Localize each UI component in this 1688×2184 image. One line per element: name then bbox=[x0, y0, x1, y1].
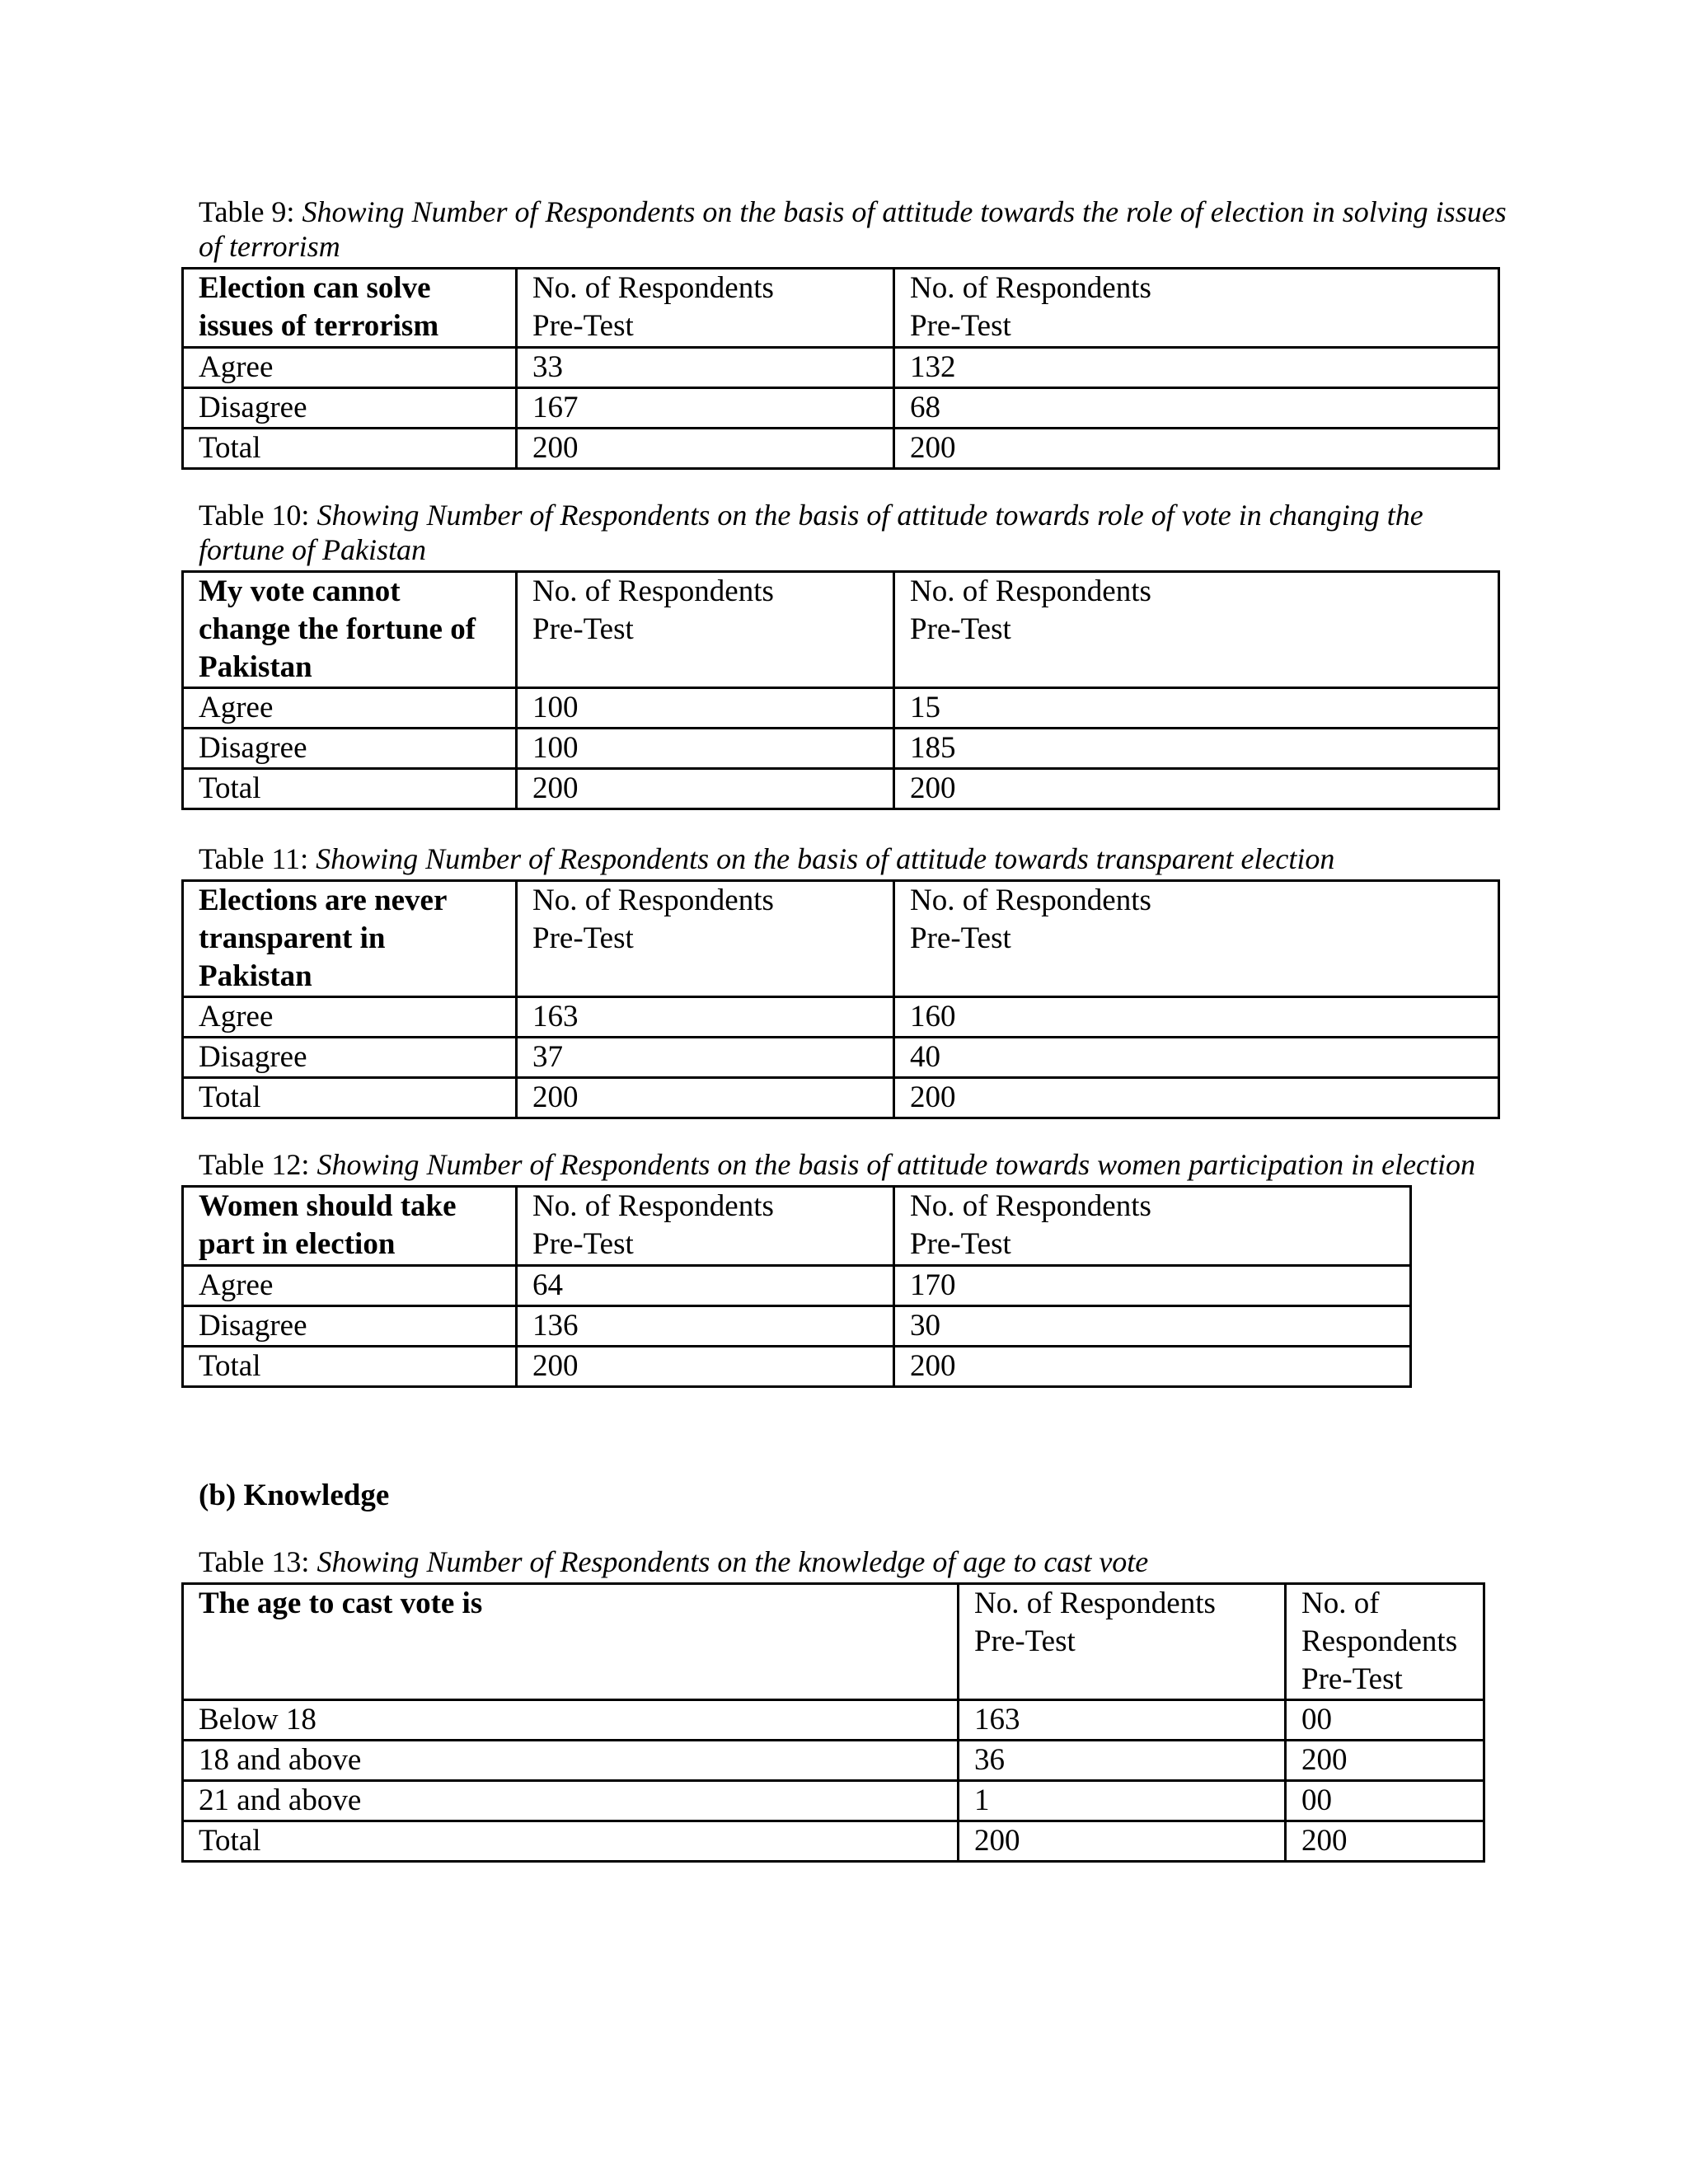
table-10-caption: Table 10: Showing Number of Respondents on the basis of attitude towards role of vote in changing the fortune of Pakistan bbox=[199, 499, 1423, 566]
header-cell-respondents-1: No. of Respondents Pre-Test bbox=[959, 1584, 1286, 1700]
table-row: Total 200 200 bbox=[183, 1347, 1411, 1387]
table-row: Agree 33 132 bbox=[183, 348, 1499, 388]
header-cell-respondents-2: No. of Respondents Pre-Test bbox=[894, 269, 1499, 348]
table-row: Agree 163 160 bbox=[183, 997, 1499, 1038]
table-header-row bbox=[183, 1187, 1411, 1266]
table-header-row bbox=[183, 572, 1499, 688]
header-cell-respondents-1: No. of Respondents Pre-Test bbox=[517, 572, 894, 688]
table-row: Disagree 167 68 bbox=[183, 388, 1499, 429]
table-11 bbox=[181, 879, 1500, 1119]
header-cell-question: The age to cast vote is bbox=[183, 1584, 959, 1700]
table-row: Total 200 200 bbox=[183, 1078, 1499, 1118]
table-13-block bbox=[181, 1544, 1513, 1863]
table-12-caption: Table 12: Showing Number of Respondents on the basis of attitude towards women participation in election bbox=[199, 1148, 1476, 1181]
table-12 bbox=[181, 1185, 1412, 1388]
header-cell-question: Elections are never transparent in Pakistan bbox=[183, 881, 517, 997]
table-11-caption: Table 11: Showing Number of Respondents on the basis of attitude towards transparent election bbox=[199, 842, 1335, 875]
table-row: Agree 64 170 bbox=[183, 1266, 1411, 1306]
table-row: Total 200 200 bbox=[183, 769, 1499, 809]
table-row: 21 and above 1 00 bbox=[183, 1781, 1484, 1821]
header-cell-respondents-2: No. of Respondents Pre-Test bbox=[894, 1187, 1411, 1266]
table-9-caption: Table 9: Showing Number of Respondents on the basis of attitude towards the role of election in solving issues of terrorism bbox=[199, 195, 1507, 263]
header-cell-respondents-1: No. of Respondents Pre-Test bbox=[517, 269, 894, 348]
table-13-caption: Table 13: Showing Number of Respondents on the knowledge of age to cast vote bbox=[199, 1545, 1149, 1578]
table-11-block bbox=[181, 841, 1513, 1119]
section-heading-knowledge: (b) Knowledge bbox=[199, 1479, 390, 1512]
table-header-row bbox=[183, 1584, 1484, 1700]
table-header-row bbox=[183, 881, 1499, 997]
header-cell-respondents-1: No. of Respondents Pre-Test bbox=[517, 881, 894, 997]
table-12-block bbox=[181, 1147, 1513, 1388]
table-13 bbox=[181, 1582, 1485, 1863]
table-10-block bbox=[181, 498, 1513, 810]
table-header-row bbox=[183, 269, 1499, 348]
table-10 bbox=[181, 570, 1500, 810]
header-cell-question: Election can solve issues of terrorism bbox=[183, 269, 517, 348]
header-cell-question: Women should take part in election bbox=[183, 1187, 517, 1266]
table-row: Disagree 100 185 bbox=[183, 729, 1499, 769]
header-cell-respondents-1: No. of Respondents Pre-Test bbox=[517, 1187, 894, 1266]
table-row: Disagree 136 30 bbox=[183, 1306, 1411, 1347]
header-cell-respondents-2: No. of Respondents Pre-Test bbox=[894, 881, 1499, 997]
table-9-block bbox=[181, 194, 1513, 470]
header-cell-respondents-2: No. of Respondents Pre-Test bbox=[894, 572, 1499, 688]
table-row: Below 18 163 00 bbox=[183, 1700, 1484, 1741]
table-row: Total 200 200 bbox=[183, 429, 1499, 469]
header-cell-question: My vote cannot change the fortune of Pakistan bbox=[183, 572, 517, 688]
header-cell-respondents-2: No. of Respondents Pre-Test bbox=[1286, 1584, 1484, 1700]
table-row: 18 and above 36 200 bbox=[183, 1741, 1484, 1781]
table-row: Agree 100 15 bbox=[183, 688, 1499, 729]
table-9 bbox=[181, 267, 1500, 470]
table-row: Total 200 200 bbox=[183, 1821, 1484, 1862]
table-row: Disagree 37 40 bbox=[183, 1038, 1499, 1078]
